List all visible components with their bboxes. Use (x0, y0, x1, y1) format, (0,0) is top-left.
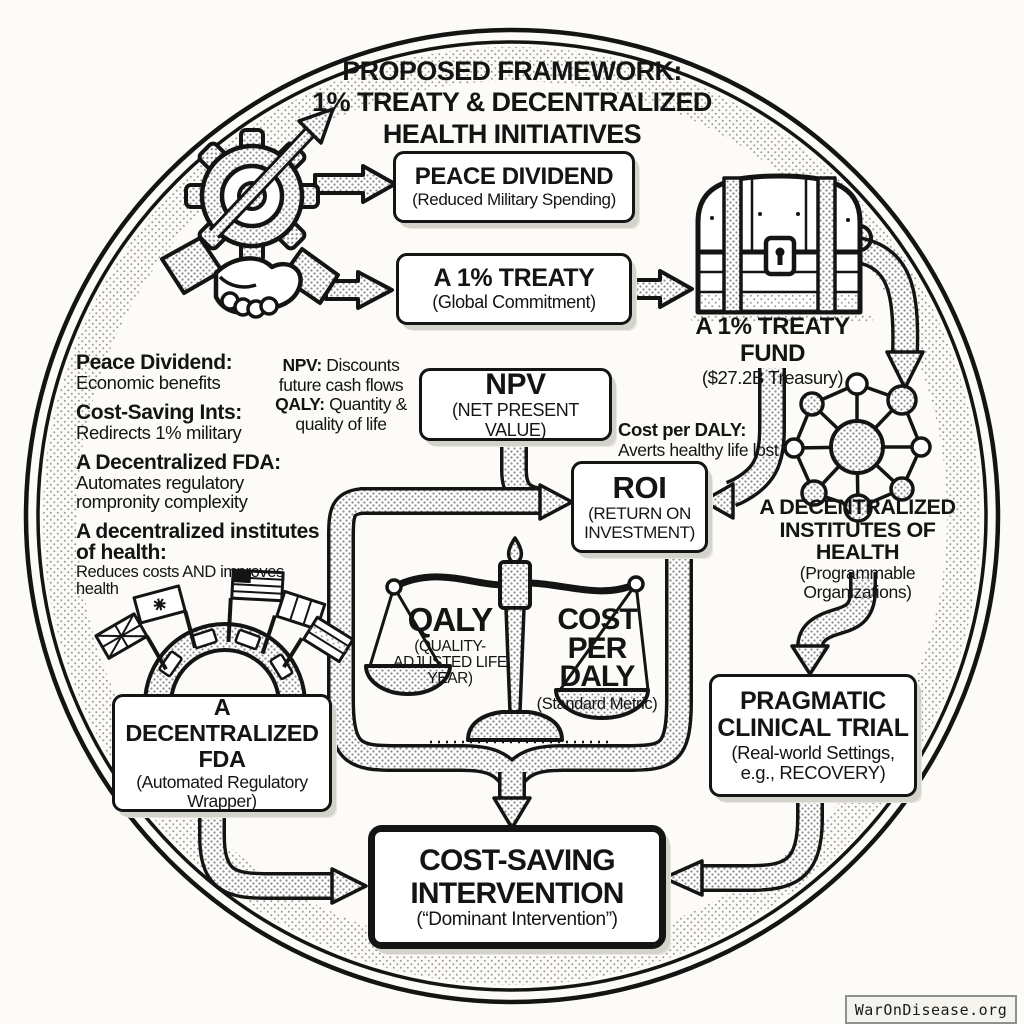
peace-dividend-node (393, 151, 635, 223)
fda-subtitle-line-2: Wrapper) (187, 790, 257, 811)
fda-title-line-1: A DECENTRALIZED (125, 693, 319, 746)
cost-per-daly-label (527, 603, 667, 713)
legend-item-fda: A Decentralized FDA: Automates regulatory rompronity complexity (76, 450, 281, 513)
pragmatic-title-line-1: PRAGMATIC (740, 686, 886, 715)
treaty-subtitle: (Global Commitment) (432, 291, 596, 312)
npv-title: NPV (485, 368, 546, 402)
intervention-title-line-2: INTERVENTION (410, 876, 624, 910)
title-line-1: PROPOSED FRAMEWORK: (342, 56, 682, 86)
treaty-fund-label (660, 314, 885, 388)
npv-qaly-legend (268, 356, 414, 434)
roi-node (571, 461, 708, 553)
institutes-title-line-1: A DECENTRALIZED (759, 495, 956, 519)
institutes-of-health-label (745, 496, 970, 603)
pragmatic-clinical-trial-node (709, 674, 917, 797)
pragmatic-subtitle-line-2: e.g., RECOVERY) (740, 762, 886, 783)
treaty-title: A 1% TREATY (433, 264, 595, 293)
pragmatic-title-line-2: CLINICAL TRIAL (717, 714, 909, 743)
npv-subtitle: (NET PRESENT VALUE) (452, 400, 579, 440)
cost-per-daly-note (618, 420, 823, 460)
npv-legend-definition: Discounts future cash flows (278, 355, 404, 395)
cost-saving-intervention-inner-frame (372, 829, 662, 945)
treaty-fund-title: A 1% TREATY FUND (695, 313, 850, 367)
site-watermark-text: WarOnDisease.org (854, 1000, 1008, 1019)
title-line-3: HEALTH INITIATIVES (382, 118, 642, 149)
cost-per-daly-subtitle: (Standard Metric) (536, 694, 658, 713)
arrow-npv-to-roi (360, 433, 572, 519)
qaly-legend-term: QALY: (275, 394, 325, 415)
daly-note-definition: Averts healthy life lost (618, 439, 779, 460)
diagram-title (290, 56, 734, 150)
npv-node (419, 368, 612, 441)
roi-subtitle-line-2: INVESTMENT) (584, 523, 695, 543)
treaty-fund-subtitle: ($27.2B Treasury) (701, 366, 844, 388)
qaly-legend-definition: Quantity & quality of life (295, 394, 407, 434)
site-watermark (845, 995, 1017, 1024)
cost-per-daly-title-line-2: PER DALY (559, 631, 635, 693)
arrow-pragmatic-to-intervention (664, 786, 810, 895)
treaty-node (396, 253, 632, 325)
legend-item-peace-dividend: Peace Dividend: Economic benefits (76, 351, 233, 394)
decentralized-fda-node (112, 694, 332, 812)
peace-dividend-subtitle: (Reduced Military Spending) (412, 189, 616, 209)
fda-title-line-2: FDA (198, 745, 246, 772)
arrow-treaty-to-fund (629, 271, 692, 307)
intervention-subtitle: (“Dominant Intervention”) (416, 908, 618, 930)
arrow-gear-to-peace (315, 166, 395, 202)
peace-dividend-title: PEACE DIVIDEND (414, 163, 614, 191)
legend-item-cost-saving: Cost-Saving Ints: Redirects 1% military (76, 400, 242, 444)
qaly-subtitle-line-2: ADJUSTED LIFE YEAR) (393, 654, 507, 688)
title-line-2: 1% TREATY & DECENTRALIZED (312, 87, 712, 118)
qaly-label (383, 602, 517, 688)
pragmatic-subtitle-line-1: (Real-world Settings, (731, 741, 895, 763)
roi-title: ROI (612, 470, 667, 506)
cost-per-daly-title-line-1: COST (557, 603, 637, 636)
qaly-subtitle-line-1: (QUALITY- (414, 637, 486, 655)
intervention-title-line-1: COST-SAVING (419, 843, 615, 877)
institutes-title-line-2: INSTITUTES OF HEALTH (779, 517, 936, 565)
qaly-title: QALY (407, 601, 493, 638)
roi-subtitle-line-1: (RETURN ON (588, 504, 691, 524)
npv-legend-term: NPV: (282, 355, 322, 375)
treasure-chest-icon (690, 176, 874, 321)
daly-note-term: Cost per DALY: (618, 419, 747, 440)
legend-item-institutes: A decentralized institutes of health: Reduces costs AND improves health (76, 519, 320, 599)
fda-subtitle-line-1: (Automated Regulatory (136, 771, 308, 792)
cost-saving-intervention-node (368, 825, 666, 949)
institutes-subtitle: (Programmable Organizations) (799, 562, 916, 603)
